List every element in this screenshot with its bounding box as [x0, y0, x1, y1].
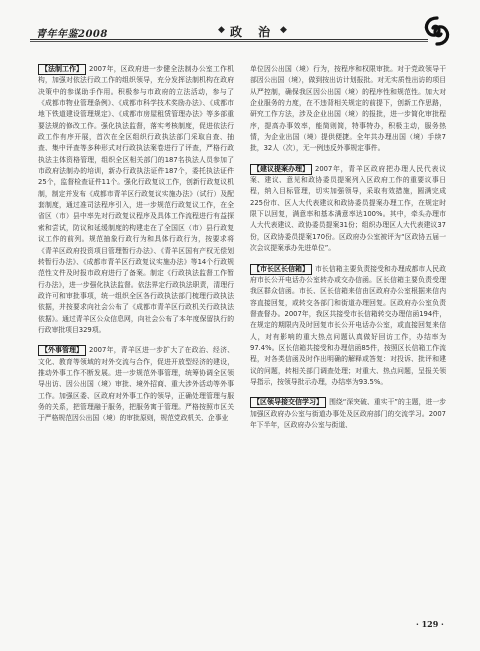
section-title: 政 治	[230, 25, 277, 39]
article-foreign-affairs	[38, 345, 234, 424]
right-column	[250, 64, 446, 609]
article-text: 2007年，青羊区政府把办理人民代表议案、建议、意见和政协委员提案列入区政府工作的重要议事日程，纳入目标管理，切实加强领导，采取有效措施，圆满完成225份市、区人大代表建议和政协委员提案办理工作，在规定时限下以回复，满意率和基本满意率达100%。其中，牵头办理市人大代表建议、政协委员提案31份；组织办理区人大代表建议37份，区政协委员提案170份。区政府办公室被评为“区政协五届一次会议提案承办先进单位”。	[250, 164, 446, 253]
article-text: 单位因公出国（境）行为，按程序和权限审批。对于党政领导干部因公出国（境），做到按出访计划报批。对无实质性出访的项目从严控制，确保我区因公出国（境）的程序性和规范性。加大对企业服务的力度，在不违背相关规定的前提下，创新工作思路，研究工作方法，涉及企业出国（境）的报批，进一步简化审批程序，提高办事效率，能简则简，特事特办，积极主动，服务热情，为企业出国（境）提供便捷。全年共办理出国（境）手续7批，32人（次），无一例违反外事规定事件。	[250, 65, 446, 153]
section-tag: 【外事管理】	[38, 345, 86, 356]
article-continuation	[250, 64, 446, 155]
article-mayor-mailbox	[250, 264, 446, 389]
header-rule-thin	[30, 41, 428, 42]
section-tag: 【区领导接交信学习】	[250, 397, 326, 408]
header-rule	[30, 39, 428, 40]
page-number: · 129 ·	[416, 619, 444, 629]
page-header	[0, 0, 480, 40]
article-proposals	[250, 164, 446, 255]
article-text: 市长信箱主要负责接受和办理成都市人民政府市长公开电话办公室转办或交办信函。区长信箱主要负责受理我区群众信函。市长、区长信箱来信由区政府办公室根据来信内容直接回复，或转交各部门和街道办理回复。区政府办公室负责督查督办。2007年，我区共接受市长信箱转交办理信函194件，在规定的期限内及时回复市长公开电话办公室，或直接回复来信人，对有影响的重大热点问题认真做好回访工作，办结率为97.4%。区长信箱共接受和办理信函85件，按照区长信箱工作流程，对各类信函及时作出明确的解释或答复：对投诉、批评和建议的问题，转相关部门调查处理；对重大、热点问题，呈报关领导指示，按领导批示办理，办结率为93.5%。	[250, 264, 446, 386]
article-text: 围绕“深突破、重实干”的主题，进一步加强区政府办公室与街道办事处及区政府部门的交流学习。2007年下半年，区政府办公室与街道、	[250, 398, 446, 429]
article-text: 2007年，青羊区进一步扩大了在政治、经济、文化、教育等领域的对外交流与合作，促进开放型经济的建设，推动外事工作不断发展。进一步规范外事管理，统筹协调全区领导出访、因公出国（境）审批、境外招商、重大涉外活动等外事工作。加强区委、区政府对外事工作的领导，正确处理管理与服务的关系，把管理融于服务，把服务寓于管理。严格按照市区关于严格规范因公出国（境）的审批原则，规范党政机关、企事业	[38, 346, 234, 423]
section-tag: 【法制工作】	[38, 64, 86, 75]
left-column	[38, 64, 234, 609]
article-exchange-study	[250, 397, 446, 431]
section-tag: 【市长区长信箱】	[250, 264, 312, 275]
article-legal-work	[38, 64, 234, 336]
diamond-left-icon: ◆	[218, 25, 225, 35]
swirl-logo-icon	[420, 14, 454, 48]
diamond-right-icon: ◆	[280, 25, 287, 35]
section-tag: 【建议提案办理】	[250, 164, 312, 175]
yearbook-title: 青年年鉴2008	[36, 29, 108, 40]
article-text: 2007年，区政府进一步健全法制办公室工作机构，加强对依法行政工作的组织领导，充分发挥法制机构在政府决策中的参谋助手作用。积极参与市政府的立法活动，参与了《成都市物业管理条例》、《成都市科学技术奖励办法》、《成都市地下铁道建设管理规定》、《成都市房屋租赁管理办法》等多部重要法规的修改工作。强化执法监督，落实考核制度，促进依法行政工作有序开展，首次在全区组织行政执法部门采取自查、抽查、集中评查等多种形式对行政执法案卷进行了评查，严格行政执法主体资格管理，组织全区相关部门的187名执法人员参加了市政府法制办的培训，新办行政执法证件187个，委托执法证件25个，监督检查证件11个。强化行政复议工作，创新行政复议机制，制定并发布《成都市青羊区行政复议实施办法》（试行）及配套制度，通过准司法程序引入，进一步规范行政复议工作，在全省区（市）县中率先对行政复议程序及具体工作流程进行有益探索和尝试，防议和延缓制度的构建走在了全国区（市）县行政复议工作的前列。规范抽象行政行为和具体行政行为，按要求将《青羊区政府投资项目管理暂行办法》、《青羊区国有产权无偿划转暂行办法》、《成都市青羊区行政复议实施办法》等14个行政规范性文件及时报市政府进行了备案。制定《行政执法监督工作暂行办法》，进一步强化执法监督。依法界定行政执法职责，清理行政许可和审批事项，统一组织全区各行政执法部门梳理行政执法依据，并按要求向社会公布了《成都市青羊区行政机关行政执法依据》。通过青羊区公众信息网，向社会公布了本年度保留执行的行政审批项目329项。	[38, 65, 234, 334]
